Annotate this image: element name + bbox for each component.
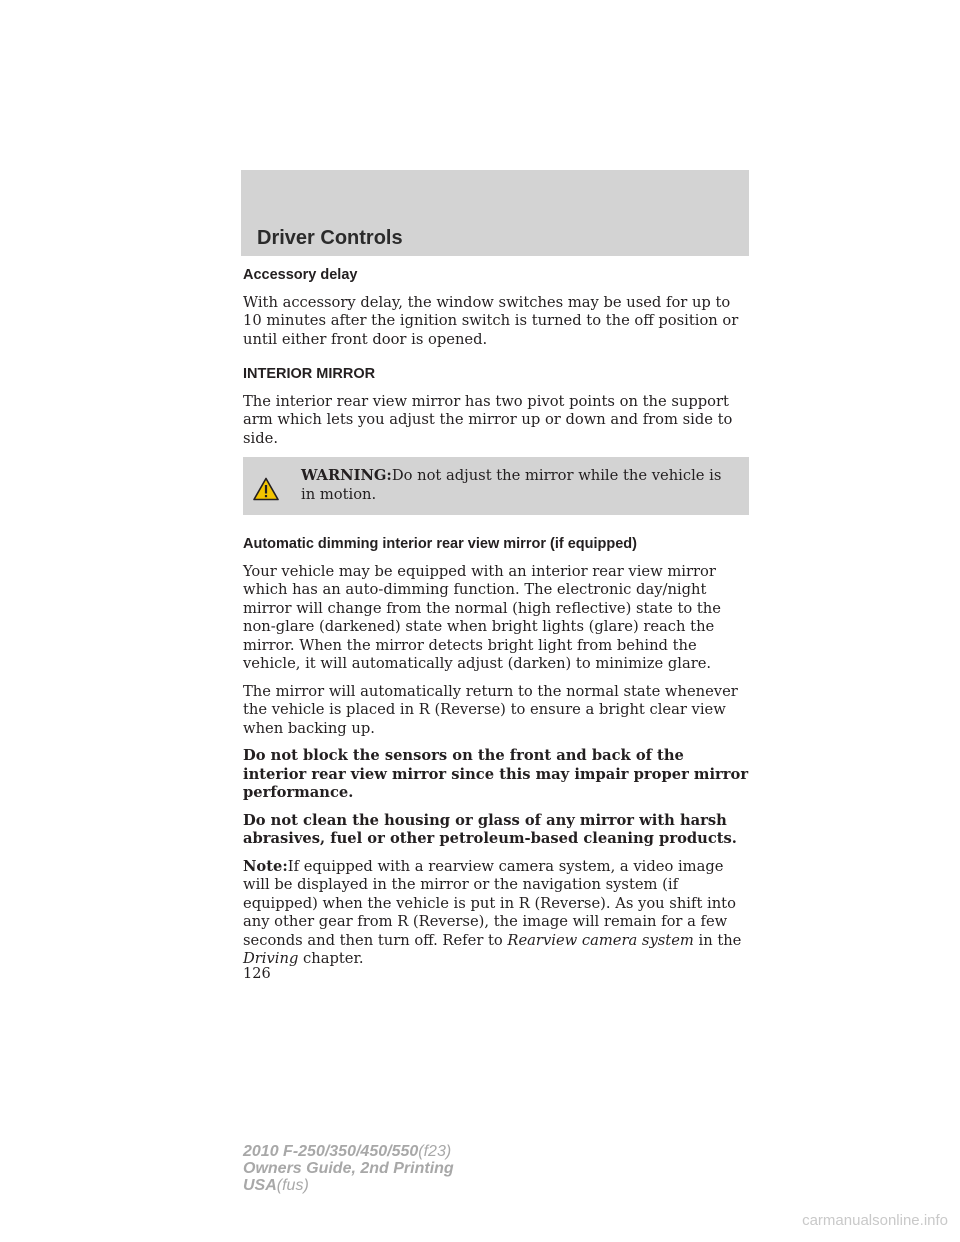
- warning-text: [301, 467, 737, 504]
- warning-box: [243, 457, 749, 515]
- cleaning-caution: Do not clean the housing or glass of any mirror with harsh abrasives, fuel or other petroleum-based cleaning products.: [243, 811, 737, 847]
- warning-label: WARNING:: [301, 467, 392, 484]
- footer-line-1: [243, 1143, 454, 1160]
- sensor-caution: Do not block the sensors on the front and back of the interior rear view mirror since this may impair proper mirror performance.: [243, 747, 749, 801]
- note-ref-driving: Driving: [243, 950, 299, 967]
- footer-line-2: Owners Guide, 2nd Printing: [243, 1160, 454, 1177]
- warning-triangle-icon: [253, 477, 279, 501]
- footer-line-3: [243, 1177, 454, 1194]
- section-title: Driver Controls: [257, 227, 403, 249]
- note-ref-camera: Rearview camera system: [507, 931, 694, 949]
- accessory-delay-text: With accessory delay, the window switches may be used for up to 10 minutes after the ignition switch is turned to the off position or until either front door is opened.: [243, 293, 739, 348]
- page-number: 126: [243, 966, 271, 982]
- page-content: [243, 266, 749, 978]
- note-mid: in the: [693, 931, 742, 949]
- section-header-bar: [241, 170, 749, 256]
- heading-interior-mirror: INTERIOR MIRROR: [243, 366, 376, 382]
- footer-model-code: (f23): [418, 1143, 452, 1160]
- note-label: Note:: [243, 857, 288, 875]
- warning-message: Do not adjust the mirror while the vehicle is in motion.: [301, 467, 722, 503]
- heading-auto-dimming: Automatic dimming interior rear view mirror (if equipped): [243, 536, 637, 552]
- camera-note: [243, 858, 749, 969]
- auto-dimming-para-2: The mirror will automatically return to the normal state whenever the vehicle is placed in R (Reverse) to ensure a bright clear view when backing up.: [243, 682, 738, 737]
- interior-mirror-text: The interior rear view mirror has two pivot points on the support arm which lets you adjust the mirror up or down and from side to side.: [243, 392, 733, 447]
- auto-dimming-para-1: Your vehicle may be equipped with an interior rear view mirror which has an auto-dimming function. The electronic day/night mirror will change from the normal (high reflective) state to the non-glare (darkened) state when bright lights (glare) reach the mirror. When the mirror detects bright light from behind the vehicle, it will automatically adjust (darken) to minimize glare.: [243, 562, 721, 672]
- note-text: If equipped with a rearview camera system, a video image will be displayed in the mirror or the navigation system (if equipped) when the vehicle is put in R (Reverse). As you shift into any other gear from R (Reverse), the image will remain for a few seconds and then turn off. Refer to: [243, 857, 736, 949]
- footer-model: 2010 F-250/350/450/550: [243, 1143, 419, 1160]
- site-watermark: carmanualsonline.info: [802, 1212, 948, 1229]
- heading-accessory-delay: Accessory delay: [243, 267, 358, 283]
- print-footer: [243, 1143, 454, 1194]
- footer-region-code: (fus): [276, 1177, 309, 1194]
- note-end: chapter.: [298, 950, 364, 967]
- footer-region: USA: [243, 1177, 277, 1194]
